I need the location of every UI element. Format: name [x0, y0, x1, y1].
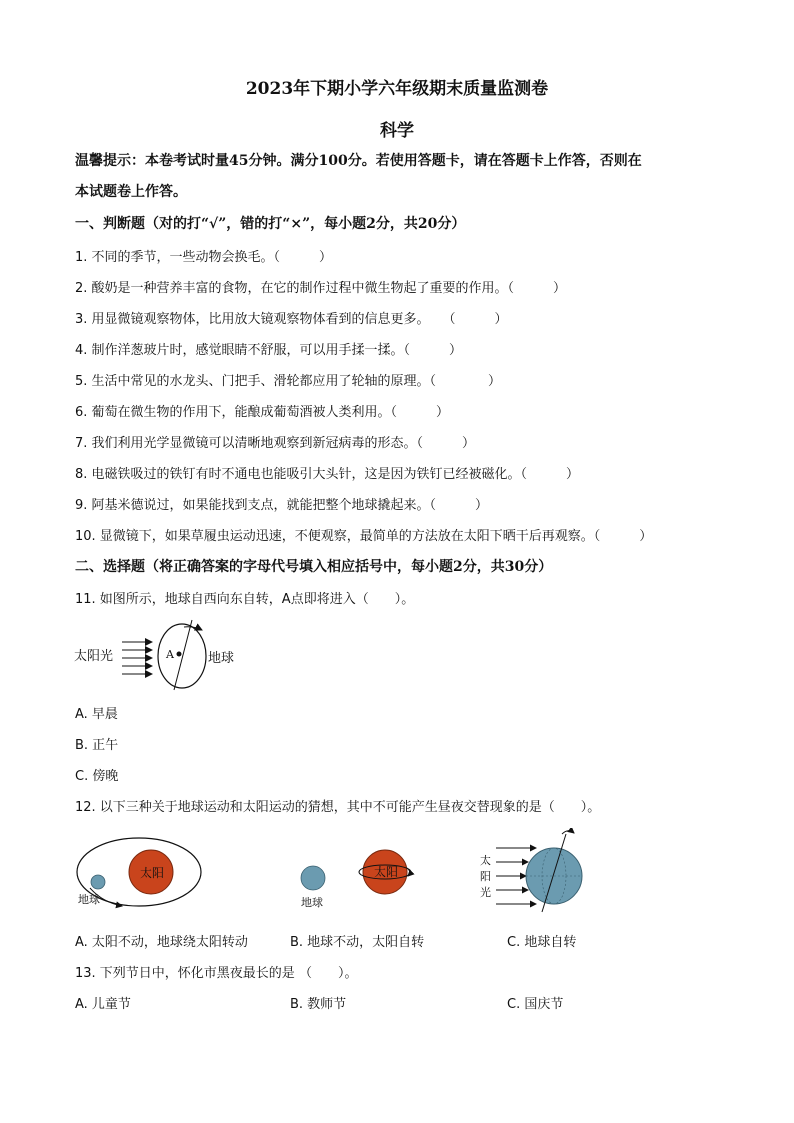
hypothesis-b-figure	[295, 840, 425, 915]
question-5: 5. 生活中常见的水龙头、门把手、滑轮都应用了轮轴的原理。（ ）	[75, 374, 502, 389]
q11-option-b: B. 正午	[75, 738, 119, 753]
q13-option-b: B. 教师节	[290, 997, 347, 1012]
earth-label: 地球	[78, 893, 100, 906]
q11-option-a: A. 早晨	[75, 707, 118, 722]
earth-circle	[91, 875, 105, 889]
section2-heading: 二、选择题（将正确答案的字母代号填入相应括号中，每小题2分，共30分）	[75, 559, 553, 575]
q13-option-a: A. 儿童节	[75, 997, 131, 1012]
sunlight-char: 阳	[480, 870, 491, 883]
point-a	[177, 652, 182, 657]
notice-line-1: 温馨提示：本卷考试时量45分钟。满分100分。若使用答题卡，请在答题卡上作答，否则在	[75, 153, 642, 169]
question-10: 10. 显微镜下，如果草履虫运动迅速，不便观察，最简单的方法放在太阳下晒干后再观察。（ ）	[75, 529, 653, 544]
hypothesis-a-figure	[72, 828, 207, 910]
question-2: 2. 酸奶是一种营养丰富的食物，在它的制作过程中微生物起了重要的作用。（ ）	[75, 281, 567, 296]
rotation-arrow	[562, 831, 574, 834]
notice-line-2: 本试题卷上作答。	[75, 184, 187, 200]
q12-option-c: C. 地球自转	[507, 935, 577, 950]
sun-label: 太阳	[140, 866, 165, 880]
exam-title: 2023年下期小学六年级期末质量监测卷	[245, 79, 549, 99]
q12-option-b: B. 地球不动，太阳自转	[290, 935, 425, 950]
rotation-arrow	[184, 627, 202, 630]
question-9: 9. 阿基米德说过，如果能找到支点，就能把整个地球撬起来。（ ）	[75, 498, 489, 513]
earth-rotation-figure	[70, 618, 250, 693]
question-7: 7. 我们利用光学显微镜可以清晰地观察到新冠病毒的形态。（ ）	[75, 436, 476, 451]
q13-option-c: C. 国庆节	[507, 997, 564, 1012]
question-1: 1. 不同的季节，一些动物会换毛。（ ）	[75, 250, 333, 265]
subject-title: 科学	[380, 121, 414, 141]
section1-heading: 一、判断题（对的打“√”，错的打“×”，每小题2分，共20分）	[75, 216, 466, 232]
q12-option-a: A. 太阳不动，地球绕太阳转动	[75, 935, 248, 950]
question-8: 8. 电磁铁吸过的铁钉有时不通电也能吸引大头针，这是因为铁钉已经被磁化。（ ）	[75, 467, 580, 482]
sun-label: 太阳	[374, 865, 399, 879]
question-12: 12. 以下三种关于地球运动和太阳运动的猜想，其中不可能产生昼夜交替现象的是（ ）。	[75, 800, 601, 815]
point-a-label: A	[166, 648, 174, 661]
earth-circle	[301, 866, 325, 890]
sunlight-label: 太阳光	[74, 649, 114, 664]
earth-label: 地球	[208, 651, 235, 666]
question-13: 13. 下列节日中，怀化市黑夜最长的是 （ ）。	[75, 966, 358, 981]
question-6: 6. 葡萄在微生物的作用下，能酿成葡萄酒被人类利用。（ ）	[75, 405, 450, 420]
sunlight-char: 光	[480, 886, 491, 899]
question-3: 3. 用显微镜观察物体，比用放大镜观察物体看到的信息更多。 （ ）	[75, 312, 508, 327]
q11-option-c: C. 傍晚	[75, 769, 119, 784]
sunlight-char: 太	[480, 854, 491, 867]
question-4: 4. 制作洋葱玻片时，感觉眼睛不舒服，可以用手揉一揉。（ ）	[75, 343, 463, 358]
earth-label: 地球	[301, 896, 323, 909]
hypothesis-c-figure	[476, 828, 596, 918]
question-11: 11. 如图所示，地球自西向东自转，A点即将进入（ ）。	[75, 592, 415, 607]
earth-axis	[174, 620, 192, 690]
